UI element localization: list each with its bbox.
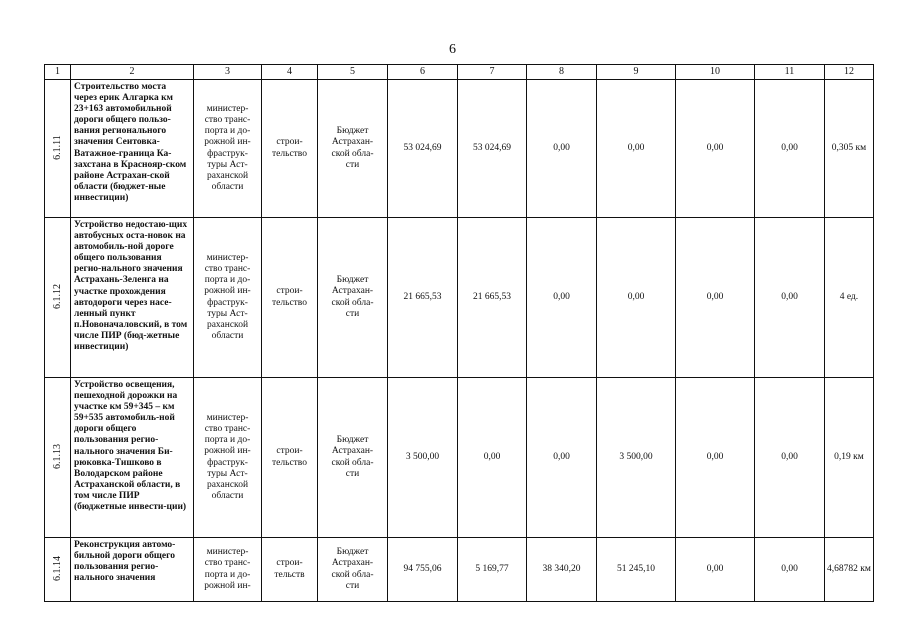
funding-source-cell: Бюджет Астрахан- ской обла- сти: [318, 538, 388, 602]
amount-year-2: 38 340,20: [527, 538, 597, 602]
amount-year-3: 51 245,10: [597, 538, 676, 602]
table-row: [45, 378, 874, 538]
amount-total: 21 665,53: [388, 218, 458, 378]
table-row: [45, 218, 874, 378]
row-id: 6.1.14: [45, 538, 71, 602]
amount-year-3: 3 500,00: [597, 378, 676, 538]
capacity-cell: 0,305 км: [825, 80, 874, 218]
table-row: [45, 80, 874, 218]
column-header: 1: [45, 65, 71, 80]
column-header: 2: [71, 65, 194, 80]
column-header: 3: [194, 65, 262, 80]
amount-year-1: 53 024,69: [458, 80, 527, 218]
funding-source-cell: Бюджет Астрахан- ской обла- сти: [318, 378, 388, 538]
object-name: Строительство моста через ерик Алгарка км 23+163 автомобильной дороги общего пользо-вания регионального значения Сеитовка-Ватажное-граница Ка-захстана в Краснояр-ском районе Астрахан-ской области (бюджет-ные инвестиции): [71, 80, 194, 218]
agency-cell: министер- ство транс- порта и до- рожной ин- фраструк- туры Аст- раханской области: [194, 80, 262, 218]
amount-year-4: 0,00: [676, 80, 755, 218]
column-header: 6: [388, 65, 458, 80]
column-header: 11: [755, 65, 825, 80]
work-type-cell: строи- тельство: [262, 80, 318, 218]
amount-year-5: 0,00: [755, 80, 825, 218]
capacity-cell: 4 ед.: [825, 218, 874, 378]
column-header: 4: [262, 65, 318, 80]
amount-total: 3 500,00: [388, 378, 458, 538]
row-id: 6.1.11: [45, 80, 71, 218]
funding-source-cell: Бюджет Астрахан- ской обла- сти: [318, 80, 388, 218]
amount-year-4: 0,00: [676, 538, 755, 602]
object-name: Реконструкция автомо-бильной дороги общего пользования регио-нального значения: [71, 538, 194, 602]
work-type-cell: строи- тельств: [262, 538, 318, 602]
row-id: 6.1.13: [45, 378, 71, 538]
amount-year-1: 0,00: [458, 378, 527, 538]
amount-year-1: 21 665,53: [458, 218, 527, 378]
column-header: 5: [318, 65, 388, 80]
row-id: 6.1.12: [45, 218, 71, 378]
amount-year-3: 0,00: [597, 218, 676, 378]
amount-year-2: 0,00: [527, 80, 597, 218]
capacity-cell: 0,19 км: [825, 378, 874, 538]
object-name: Устройство освещения, пешеходной дорожки на участке км 59+345 – км 59+535 автомобиль-ной дороги общего пользования регио-нального значения Би-рюковка-Тишково в Володарском районе Астраханской области, в том числе ПИР (бюджетные инвести-ции): [71, 378, 194, 538]
object-name: Устройство недостаю-щих автобусных оста-новок на автомобиль-ной дороге общего пользования регио-нального значения Астрахань-Зеленга на участке прохождения автодороги через насе-ленный пункт п.Новоначаловский, в том числе ПИР (бюд-жетные инвестиции): [71, 218, 194, 378]
amount-year-1: 5 169,77: [458, 538, 527, 602]
capacity-cell: 4,68782 км: [825, 538, 874, 602]
column-header: 10: [676, 65, 755, 80]
column-header: 7: [458, 65, 527, 80]
amount-year-4: 0,00: [676, 218, 755, 378]
agency-cell: министер- ство транс- порта и до- рожной ин- фраструк- туры Аст- раханской области: [194, 218, 262, 378]
amount-year-3: 0,00: [597, 80, 676, 218]
column-header: 12: [825, 65, 874, 80]
agency-cell: министер- ство транс- порта и до- рожной ин-: [194, 538, 262, 602]
amount-year-4: 0,00: [676, 378, 755, 538]
work-type-cell: строи- тельство: [262, 218, 318, 378]
amount-year-5: 0,00: [755, 218, 825, 378]
column-number-row: [45, 65, 874, 80]
amount-year-2: 0,00: [527, 378, 597, 538]
column-header: 9: [597, 65, 676, 80]
program-table: [44, 64, 874, 602]
amount-year-5: 0,00: [755, 538, 825, 602]
column-header: 8: [527, 65, 597, 80]
amount-year-5: 0,00: [755, 378, 825, 538]
work-type-cell: строи- тельство: [262, 378, 318, 538]
amount-year-2: 0,00: [527, 218, 597, 378]
funding-source-cell: Бюджет Астрахан- ской обла- сти: [318, 218, 388, 378]
table-row: [45, 538, 874, 602]
agency-cell: министер- ство транс- порта и до- рожной ин- фраструк- туры Аст- раханской области: [194, 378, 262, 538]
amount-total: 53 024,69: [388, 80, 458, 218]
page-number: 6: [449, 42, 456, 57]
amount-total: 94 755,06: [388, 538, 458, 602]
